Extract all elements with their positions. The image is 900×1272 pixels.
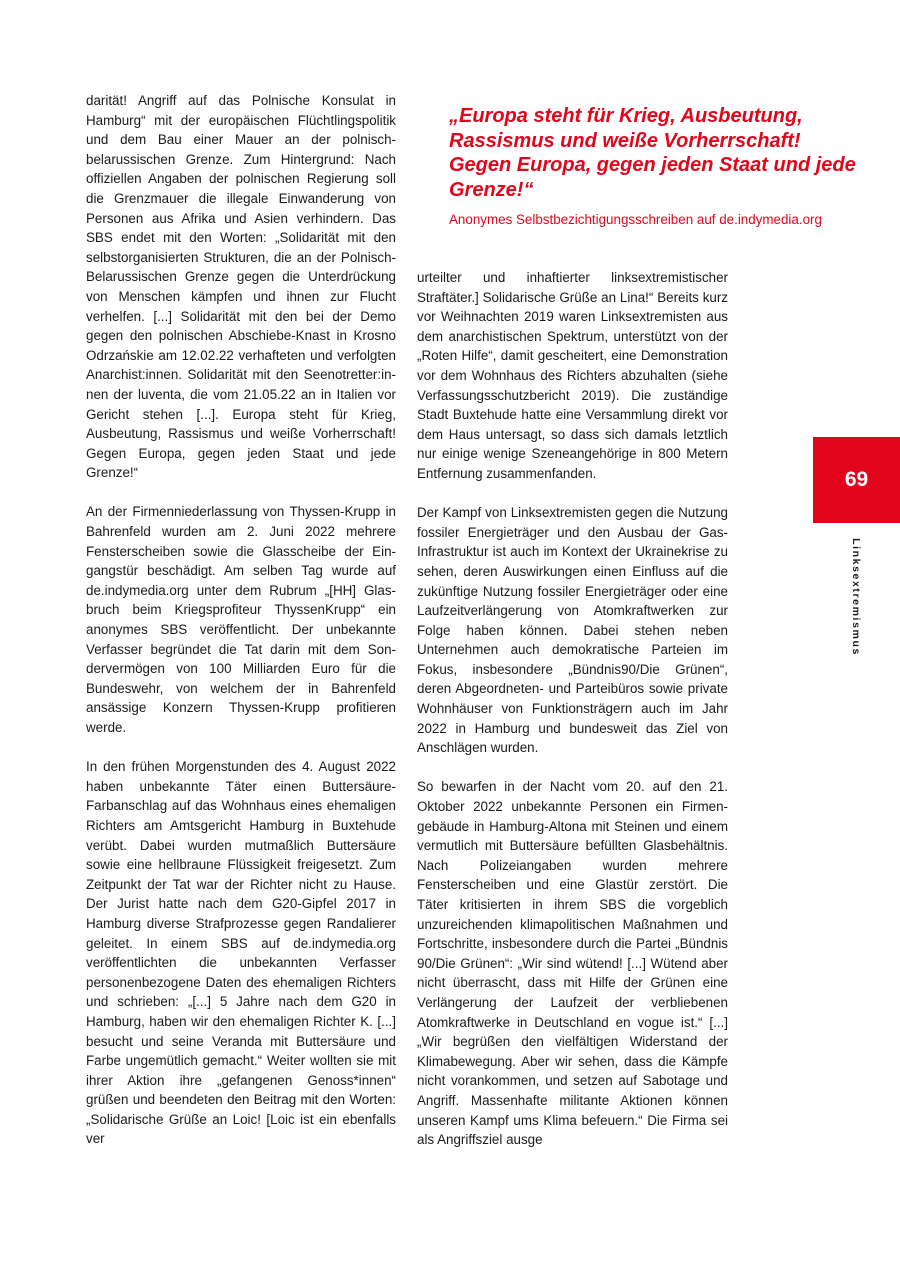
- pull-quote: [449, 104, 859, 229]
- pull-quote-text: „Europa steht für Krieg, Ausbeutung, Rassismus und weiße Vorherrschaft! Gegen Europa, gegen jeden Staat und jede Grenze!“: [449, 105, 856, 201]
- paragraph: darität! Angriff auf das Polnische Konsulat in Hamburg“ mit der europäischen Flüchtlingspolitik und dem Bau einer Mauer an der polnisch-belarussischen Grenze. Zum Hintergrund: Nach offiziellen Angaben der polnischen Regierung soll die Grenzmauer die illegale Einwanderung von Personen aus Afrika und Asien verhindern. Das SBS endet mit den Worten: „Solidarität mit den selbstorganisierten Strukturen, die an der Polnisch-Belarussischen Grenze gegen die Unterdrückung von Menschen kämpfen und ihnen zur Flucht verhelfen. [...] Solidarität mit den bei der Demo gegen den polnischen Abschiebe-Knast in Krosno Odrzańskie am 12.02.22 verhafteten und verfolgten Anarchist:innen. Solidarität mit den Seenotretter:innen der luventa, die vom 21.05.22 an in Italien vor Gericht stehen [...]. Europa steht für Krieg, Ausbeutung, Rassismus und weiße Vorherrschaft! Gegen Europa, gegen jeden Staat und jede Grenze!“: [86, 93, 396, 481]
- paragraph: In den frühen Morgenstunden des 4. August 2022 haben unbekannte Täter einen Buttersäure-Farbanschlag auf das Wohnhaus eines ehemaligen Richters am Amtsgericht Hamburg in Buxtehude verübt. Dabei wurden mutmaßlich Buttersäure sowie eine hellbraune Flüssigkeit freigesetzt. Zum Zeitpunkt der Tat war der Richter nicht zu Hause. Der Jurist hatte nach dem G20-Gipfel 2017 in Hamburg diverse Strafprozesse gegen Randalierer geleitet. In einem SBS auf de.indymedia.org veröffentlichten die unbekannten Verfasser personenbezogene Daten des ehemaligen Richters und schrieben: „[...] 5 Jahre nach dem G20 in Hamburg, haben wir den ehemaligen Richter K. [...] besucht und seine Veranda mit Buttersäure und Farbe ungemütlich gemacht.“ Weiter wollten sie mit ihrer Aktion ihre „gefangenen Genoss*innen“ grüßen und beendeten den Beitrag mit den Worten: „Solidarische Grüße an Loic! [Loic ist ein ebenfalls ver: [86, 759, 396, 1147]
- page-number: 69: [844, 468, 869, 491]
- section-label: Linksextremismus: [850, 538, 862, 656]
- paragraph: Der Kampf von Linksextremisten gegen die Nutzung fossiler Energieträger und den Ausbau der Gas-Infrastruktur ist auch im Kontext der Ukrainekrise zu sehen, deren Auswirkungen einen Einfluss auf die zukünftige Nutzung fossiler Energieträger oder eine Laufzeitverlängerung von Atomkraftwerken zur Folge haben können. Dabei stehen neben Unternehmen auch demokratische Parteien im Fokus, insbesondere „Bündnis90/Die Grünen“, deren Abgeordneten- und Parteibüros sowie private Wohnhäuser von Funktionsträgern auch im Jahr 2022 in Hamburg und bundesweit das Ziel von Anschlägen wurden.: [417, 505, 728, 756]
- paragraph: So bewarfen in der Nacht vom 20. auf den 21. Oktober 2022 unbekannte Personen ein Firmengebäude in Hamburg-Altona mit Steinen und einem vermutlich mit Buttersäure befüllten Glasbehältnis. Nach Polizeiangaben wurden mehrere Fensterscheiben und eine Glastür zerstört. Die Täter kritisierten in ihrem SBS die vorgeblich unzureichenden klimapolitischen Maßnahmen und Fortschritte, insbesondere durch die Partei „Bündnis 90/Die Grünen“: „Wir sind wütend! [...] Wütend aber nicht überrascht, dass mit Hilfe der Grünen eine Verlängerung der Laufzeit der verbliebenen Atomkraftwerke in Deutschland en vogue ist.“ [...] „Wir begrüßen den vielfältigen Widerstand der Klimabewegung. Aber wir sehen, dass die Kämpfe nicht vorankommen, und setzen auf Sabotage und Angriff. Massenhafte militante Aktionen können unseren Kampf ums Klima befeuern.“ Die Firma sei als Angriffsziel ausge: [417, 779, 728, 1148]
- page-number-tab: [813, 437, 900, 523]
- paragraph: An der Firmenniederlassung von Thyssen-Krupp in Bahrenfeld wurden am 2. Juni 2022 mehrere Fensterscheiben sowie die Glasscheibe der Eingangstür beschädigt. Am selben Tag wurde auf de.indymedia.org unter dem Rubrum „[HH] Glasbruch beim Kriegsprofiteur ThyssenKrupp“ ein anonymes SBS veröffentlicht. Der unbekannte Verfasser begründet die Tat darin mit dem Sondervermögen von 100 Milliarden Euro für die Bundeswehr, von welchem der in Bahrenfeld ansässige Konzern Thyssen-Krupp profitieren werde.: [86, 504, 396, 735]
- right-text-column: [417, 268, 728, 1169]
- paragraph: urteilter und inhaftierter linksextremistischer Straftäter.] Solidarische Grüße an Lina!“ Bereits kurz vor Weihnachten 2019 waren Linksextremisten aus dem anarchistischen Spektrum, unterstützt von der „Roten Hilfe“, damit gescheitert, eine Demonstration vor dem Wohnhaus des Richters abzuhalten (siehe Verfassungsschutzbericht 2019). Die zuständige Stadt Buxtehude hatte eine Versammlung direkt vor dem Haus untersagt, so dass sich damals letztlich nur einige wenige Szeneangehörige in 800 Metern Entfernung zusammenfanden.: [417, 270, 728, 481]
- left-text-column: [86, 91, 396, 1169]
- pull-quote-source: Anonymes Selbstbezichtigungsschreiben auf de.indymedia.org: [449, 212, 822, 227]
